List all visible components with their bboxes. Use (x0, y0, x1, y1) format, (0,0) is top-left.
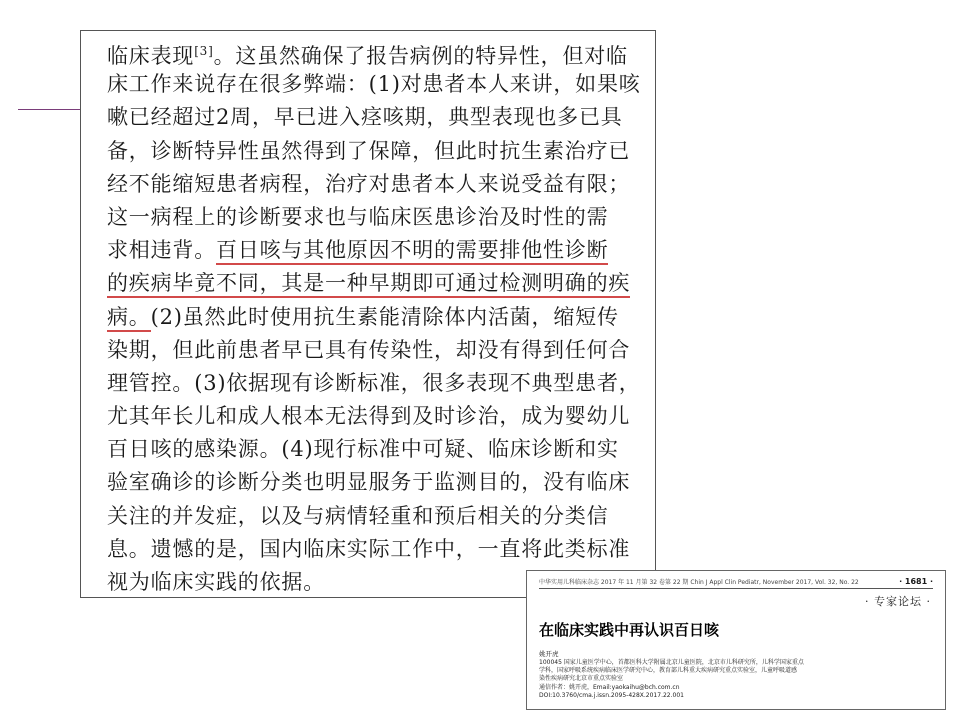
header-rule (539, 588, 933, 589)
text-line (107, 35, 635, 68)
text-segment: 临床表现 (107, 44, 195, 68)
text-line: 嗽已经超过2周，早已进入痉咳期，典型表现也多已具 (107, 105, 623, 130)
column-label: · 专家论坛 · (865, 595, 931, 608)
text-segment: 求相违背。 (107, 238, 216, 263)
text-line: 验室确诊的诊断分类也明显服务于监测目的，没有临床 (107, 470, 631, 495)
underlined-highlight: 的疾病毕竟不同，其是一种早期即可通过检测明确的疾 (107, 271, 630, 298)
text-line: 关注的并发症，以及与病情轻重和预后相关的分类信 (107, 503, 609, 528)
excerpt-text (107, 35, 641, 599)
author-affiliation (539, 659, 919, 700)
text-line: 经不能缩短患者病程，治疗对患者本人来说受益有限； (107, 171, 631, 196)
affiliation-line: 学科，国家呼吸系统疾病临床医学研究中心，教育部儿科重大疾病研究重点实验室，儿童呼吸道感 (539, 667, 798, 675)
text-line: 理管控。(3)依据现有诊断标准，很多表现不典型患者， (107, 370, 641, 395)
text-line: 视为临床实践的依据。 (107, 570, 325, 594)
text-line: 息。遗憾的是，国内临床实际工作中，一直将此类标准 (107, 536, 631, 561)
affiliation-line: 100045 国家儿童医学中心，首都医科大学附属北京儿童医院，北京市儿科研究所，儿科学国家重点 (539, 659, 804, 666)
correspondence-line: 通信作者：姚开虎，Email:yaokaihu@bch.com.cn (539, 683, 680, 691)
text-line: 这一病程上的诊断要求也与临床医患诊治及时性的需 (107, 204, 609, 229)
article-author: 姚开虎 (539, 650, 559, 658)
text-segment: (2)虽然此时使用抗生素能清除体内活菌，缩短传 (150, 304, 619, 329)
text-line (107, 301, 635, 334)
citation-ref: [3] (194, 44, 214, 58)
text-line: 床工作来说存在很多弊端：(1)对患者本人来讲，如果咳 (107, 72, 641, 97)
text-line: 尤其年长儿和成人根本无法得到及时诊治，成为婴幼儿 (107, 404, 631, 429)
text-segment: 。这虽然确保了报告病例的特异性，但对临 (213, 44, 628, 68)
article-title: 在临床实践中再认识百日咳 (539, 621, 720, 639)
text-line: 备，诊断特异性虽然得到了保障，但此时抗生素治疗已 (107, 138, 631, 163)
underlined-highlight: 百日咳与其他原因不明的需要排他性诊断 (216, 238, 608, 265)
text-line (107, 267, 635, 300)
affiliation-line: 染性疾病研究北京市重点实验室 (539, 675, 624, 683)
page-number: · 1681 · (895, 577, 933, 586)
journal-article-inset (526, 570, 946, 710)
underlined-highlight: 病。 (107, 305, 151, 332)
article-excerpt (80, 30, 656, 598)
doi-line: DOI:10.3760/cma.j.issn.2095-428X.2017.22.001 (539, 691, 684, 699)
journal-header: 中华实用儿科临床杂志 2017 年 11 月第 32 卷第 22 期 Chin J Appl Clin Pediatr, November 2017, Vol. 32, No. 22 (539, 579, 859, 586)
text-line (107, 234, 635, 267)
text-line: 染期，但此前患者早已具有传染性，却没有得到任何合 (107, 337, 631, 362)
text-line: 百日咳的感染源。(4)现行标准中可疑、临床诊断和实 (107, 437, 619, 462)
decorative-line (18, 109, 80, 110)
